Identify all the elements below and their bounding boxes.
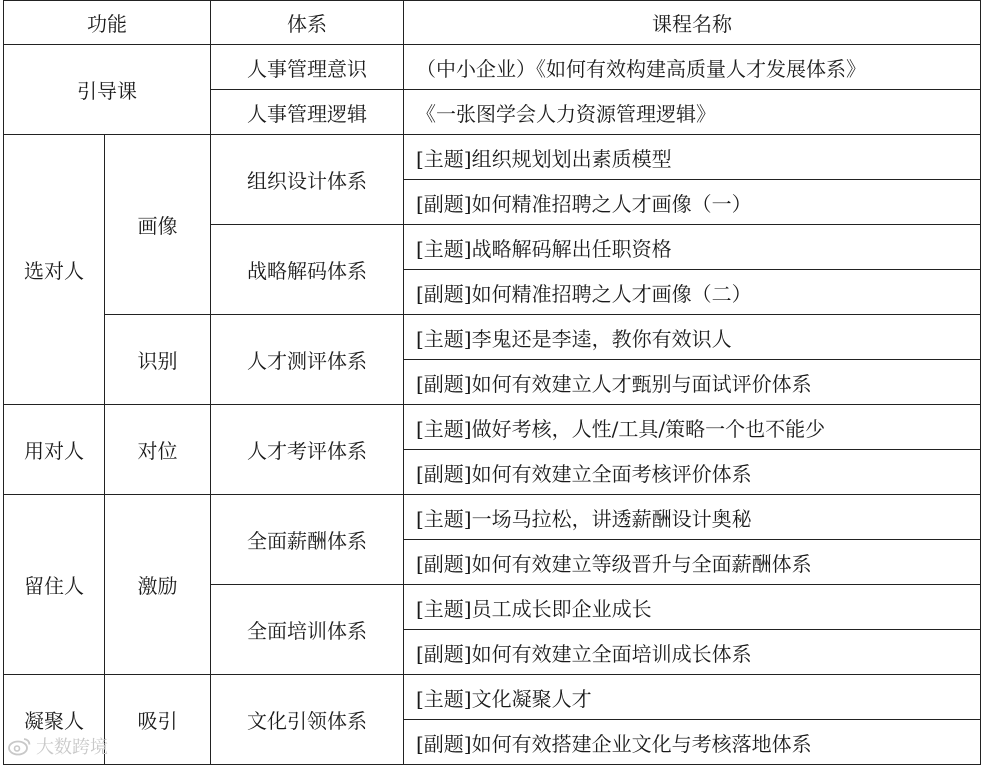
course-cell: [副题]如何有效建立等级晋升与全面薪酬体系 <box>404 540 981 585</box>
table-row <box>4 315 981 360</box>
course-cell: [主题]一场马拉松，讲透薪酬设计奥秘 <box>404 495 981 540</box>
watermark-text: 大数跨境 <box>36 737 108 758</box>
sub-attract: 吸引 <box>105 675 211 765</box>
func-use: 用对人 <box>4 405 105 495</box>
system-cell: 全面薪酬体系 <box>211 495 404 585</box>
course-cell: [副题]如何有效搭建企业文化与考核落地体系 <box>404 720 981 765</box>
course-cell: [主题]李鬼还是李逵，教你有效识人 <box>404 315 981 360</box>
sub-portrait: 画像 <box>105 135 211 315</box>
func-cohere: 凝聚人 <box>4 675 105 765</box>
system-cell: 人才考评体系 <box>211 405 404 495</box>
course-cell: [主题]战略解码解出任职资格 <box>404 225 981 270</box>
sub-identify: 识别 <box>105 315 211 405</box>
system-cell: 人才测评体系 <box>211 315 404 405</box>
system-cell: 人事管理逻辑 <box>211 90 404 135</box>
system-cell: 文化引领体系 <box>211 675 404 765</box>
func-retain: 留住人 <box>4 495 105 675</box>
sub-motivate: 激励 <box>105 495 211 675</box>
course-cell: 《一张图学会人力资源管理逻辑》 <box>404 90 981 135</box>
func-intro: 引导课 <box>4 45 211 135</box>
system-cell: 组织设计体系 <box>211 135 404 225</box>
header-func: 功能 <box>4 1 211 45</box>
func-select: 选对人 <box>4 135 105 405</box>
header-row <box>4 1 981 45</box>
table-row <box>4 495 981 540</box>
course-cell: [副题]如何有效建立全面培训成长体系 <box>404 630 981 675</box>
system-cell: 战略解码体系 <box>211 225 404 315</box>
table-row <box>4 675 981 720</box>
course-cell: [副题]如何有效建立全面考核评价体系 <box>404 450 981 495</box>
sub-position: 对位 <box>105 405 211 495</box>
system-cell: 全面培训体系 <box>211 585 404 675</box>
course-cell: [副题]如何精准招聘之人才画像（二） <box>404 270 981 315</box>
course-cell: [主题]员工成长即企业成长 <box>404 585 981 630</box>
course-cell: [主题]做好考核，人性/工具/策略一个也不能少 <box>404 405 981 450</box>
course-cell: [主题]文化凝聚人才 <box>404 675 981 720</box>
table-row <box>4 405 981 450</box>
course-cell: [副题]如何精准招聘之人才画像（一） <box>404 180 981 225</box>
header-system: 体系 <box>211 1 404 45</box>
course-cell: [副题]如何有效建立人才甄别与面试评价体系 <box>404 360 981 405</box>
course-cell: （中小企业）《如何有效构建高质量人才发展体系》 <box>404 45 981 90</box>
course-table <box>3 0 981 765</box>
course-cell: [主题]组织规划划出素质模型 <box>404 135 981 180</box>
table-row <box>4 45 981 90</box>
header-course: 课程名称 <box>404 1 981 45</box>
system-cell: 人事管理意识 <box>211 45 404 90</box>
table-row <box>4 135 981 180</box>
